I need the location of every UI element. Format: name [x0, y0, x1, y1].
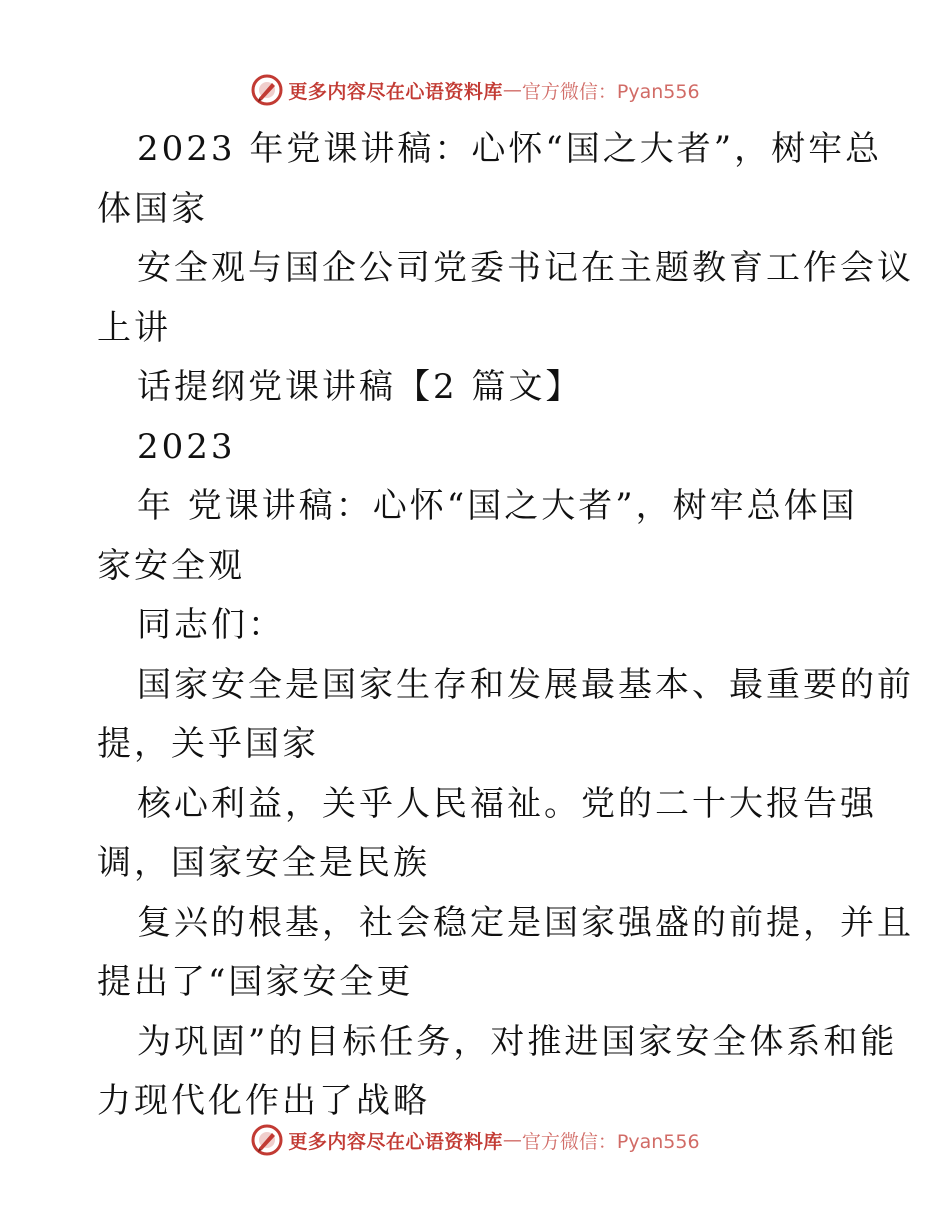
- text-line: 为巩固”的目标任务，对推进国家安全体系和能: [137, 1021, 898, 1062]
- watermark-separator: —: [502, 79, 522, 101]
- document-body: [97, 120, 914, 1132]
- text-line: 提出了“国家安全更: [97, 962, 414, 1002]
- text-line: 2023: [137, 426, 236, 467]
- watermark-wechat-text: 官方微信：Pyan556: [521, 1130, 700, 1153]
- watermark-footer: [0, 1120, 950, 1160]
- text-line: 体国家: [97, 188, 208, 229]
- text-line: 话提纲党课讲稿【2 篇文】: [137, 367, 583, 407]
- watermark-brand-text: 更多内容尽在心语资料库: [288, 1130, 503, 1153]
- text-line: 同志们：: [137, 605, 285, 645]
- watermark-brand-text: 更多内容尽在心语资料库: [288, 80, 503, 103]
- text-line: 上讲: [97, 307, 171, 348]
- text-line: 调，国家安全是民族: [97, 843, 430, 883]
- text-line: 提，关乎国家: [97, 724, 319, 764]
- text-line: 安全观与国企公司党委书记在主题教育工作会议: [137, 248, 914, 288]
- watermark-separator: —: [502, 1129, 522, 1151]
- text-line: 复兴的根基，社会稳定是国家强盛的前提，并且: [137, 902, 914, 943]
- pen-logo-icon: [250, 1123, 284, 1157]
- watermark-header: [0, 70, 950, 110]
- pen-logo-icon: [250, 73, 284, 107]
- text-line: 家安全观: [97, 545, 245, 586]
- text-line: 国家安全是国家生存和发展最基本、最重要的前: [137, 664, 914, 705]
- text-line: 年 党课讲稿：心怀“国之大者”，树牢总体国: [137, 486, 858, 526]
- text-line: 2023 年党课讲稿：心怀“国之大者”，树牢总: [137, 129, 883, 169]
- text-line: 核心利益，关乎人民福祉。党的二十大报告强: [137, 783, 877, 824]
- watermark-wechat-text: 官方微信：Pyan556: [521, 80, 700, 103]
- text-line: 力现代化作出了战略: [97, 1081, 430, 1121]
